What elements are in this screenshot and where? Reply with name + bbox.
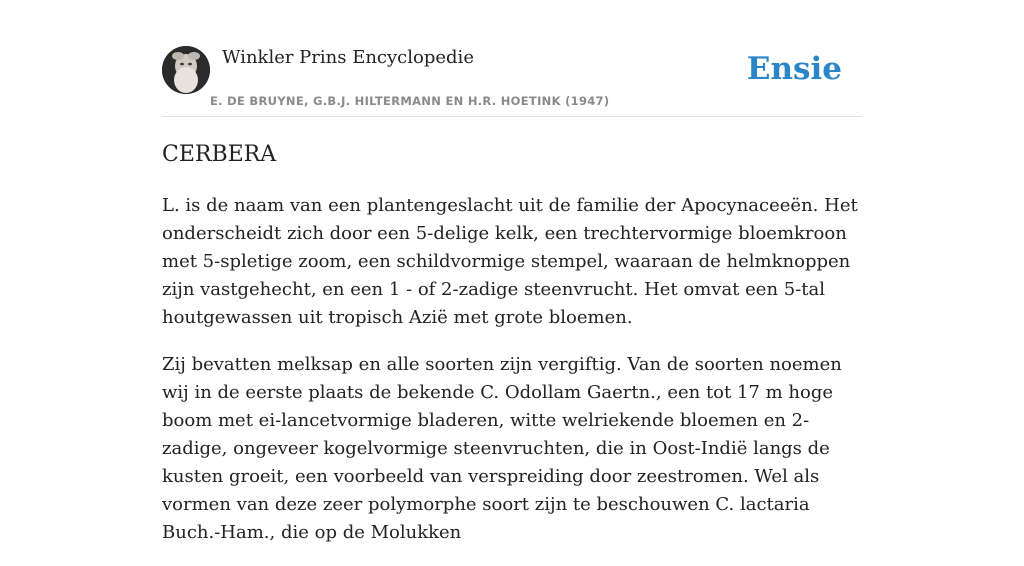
author-portrait-icon	[162, 46, 210, 94]
page	[162, 0, 862, 543]
encyclopedia-title[interactable]: Winkler Prins Encyclopedie	[222, 47, 474, 68]
article-body	[162, 192, 862, 566]
article-title: CERBERA	[162, 142, 277, 167]
article-paragraph: Zij bevatten melksap en alle soorten zijn vergiftig. Van de soorten noemen wij in de eerste plaats de bekende C. Odollam Gaertn., een tot 17 m hoge boom met ei-lancetvormige bladeren, witte welriekende bloemen en 2-zadige, ongeveer kogelvormige steenvruchten, die in Oost-Indië langs de kusten groeit, een voorbeeld van verspreiding door zeestromen. Wel als vormen van deze zeer polymorphe soort zijn te beschouwen C. lactaria Buch.-Ham., die op de Molukken	[162, 354, 842, 543]
authors-credit: E. DE BRUYNE, G.B.J. HILTERMANN EN H.R. HOETINK (1947)	[210, 94, 610, 108]
header	[162, 0, 862, 117]
ensie-logo-link[interactable]: Ensie	[746, 51, 842, 87]
article-paragraph: L. is de naam van een plantengeslacht uit de familie der Apocynaceeën. Het onderscheidt zich door een 5-delige kelk, een trechtervormige bloemkroon met 5-spletige zoom, een schildvormige stempel, waaraan de helmknoppen zijn vastgehecht, en een 1 - of 2-zadige steenvrucht. Het omvat een 5-tal houtgewassen uit tropisch Azië met grote bloemen.	[162, 195, 858, 328]
